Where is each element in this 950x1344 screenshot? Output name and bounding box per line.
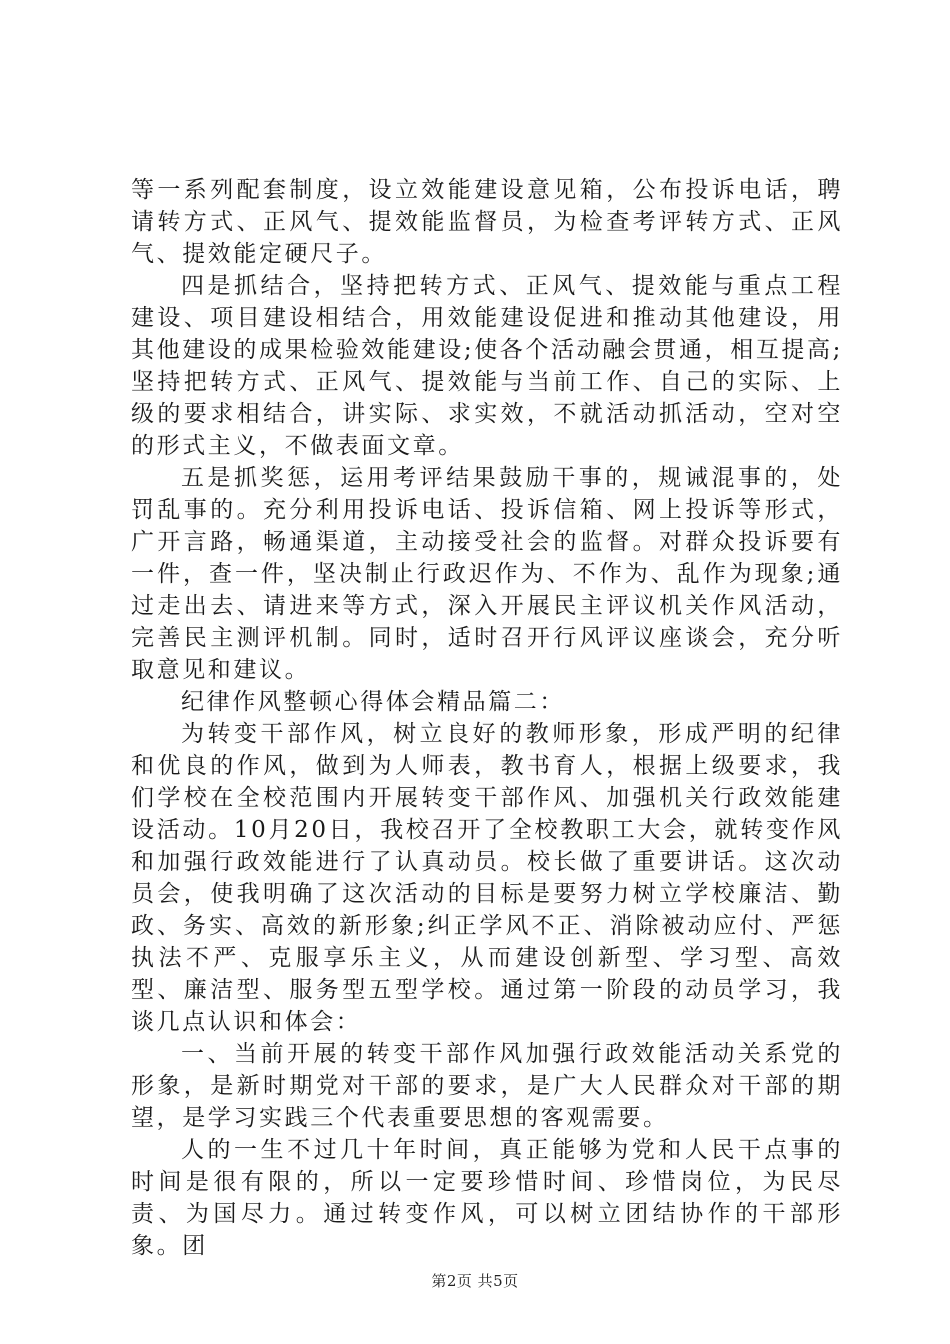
paragraph-1: 等一系列配套制度，设立效能建设意见箱，公布投诉电话，聘请转方式、正风气、提效能监督员，为检查考评转方式、正风气、提效能定硬尺子。 [131,177,843,267]
paragraph-6: 一、当前开展的转变干部作风加强行政效能活动关系党的形象，是新时期党对干部的要求，是广大人民群众对干部的期望，是学习实践三个代表重要思想的客观需要。 [131,1041,843,1131]
paragraph-3: 五是抓奖惩，运用考评结果鼓励干事的，规诫混事的，处罚乱事的。充分利用投诉电话、投诉信箱、网上投诉等形式，广开言路，畅通渠道，主动接受社会的监督。对群众投诉要有一件，查一件，坚决制止行政迟作为、不作为、乱作为现象;通过走出去、请进来等方式，深入开展民主评议机关作风活动，完善民主测评机制。同时，适时召开行风评议座谈会，充分听取意见和建议。 [131,465,843,683]
paragraph-2: 四是抓结合，坚持把转方式、正风气、提效能与重点工程建设、项目建设相结合，用效能建设促进和推动其他建设，用其他建设的成果检验效能建设;使各个活动融会贯通，相互提高;坚持把转方式、正风气、提效能与当前工作、自己的实际、上级的要求相结合，讲实际、求实效，不就活动抓活动，空对空的形式主义，不做表面文章。 [131,273,843,459]
paragraph-5: 为转变干部作风，树立良好的教师形象，形成严明的纪律和优良的作风，做到为人师表，教书育人，根据上级要求，我们学校在全校范围内开展转变干部作风、加强机关行政效能建设活动。10月20日，我校召开了全校教职工大会，就转变作风和加强行政效能进行了认真动员。校长做了重要讲话。这次动员会，使我明确了这次活动的目标是要努力树立学校廉洁、勤政、务实、高效的新形象;纠正学风不正、消除被动应付、严惩执法不严、克服享乐主义，从而建设创新型、学习型、高效型、廉洁型、服务型五型学校。通过第一阶段的动员学习，我谈几点认识和体会： [131,721,843,1035]
paragraph-7: 人的一生不过几十年时间，真正能够为党和人民干点事的时间是很有限的，所以一定要珍惜时间、珍惜岗位，为民尽责、为国尽力。通过转变作风，可以树立团结协作的干部形象。团 [131,1137,843,1259]
page-number-footer: 第2页 共5页 [431,1272,519,1290]
document-body [131,174,843,1262]
section-heading: 纪律作风整顿心得体会精品篇二： [181,689,565,715]
